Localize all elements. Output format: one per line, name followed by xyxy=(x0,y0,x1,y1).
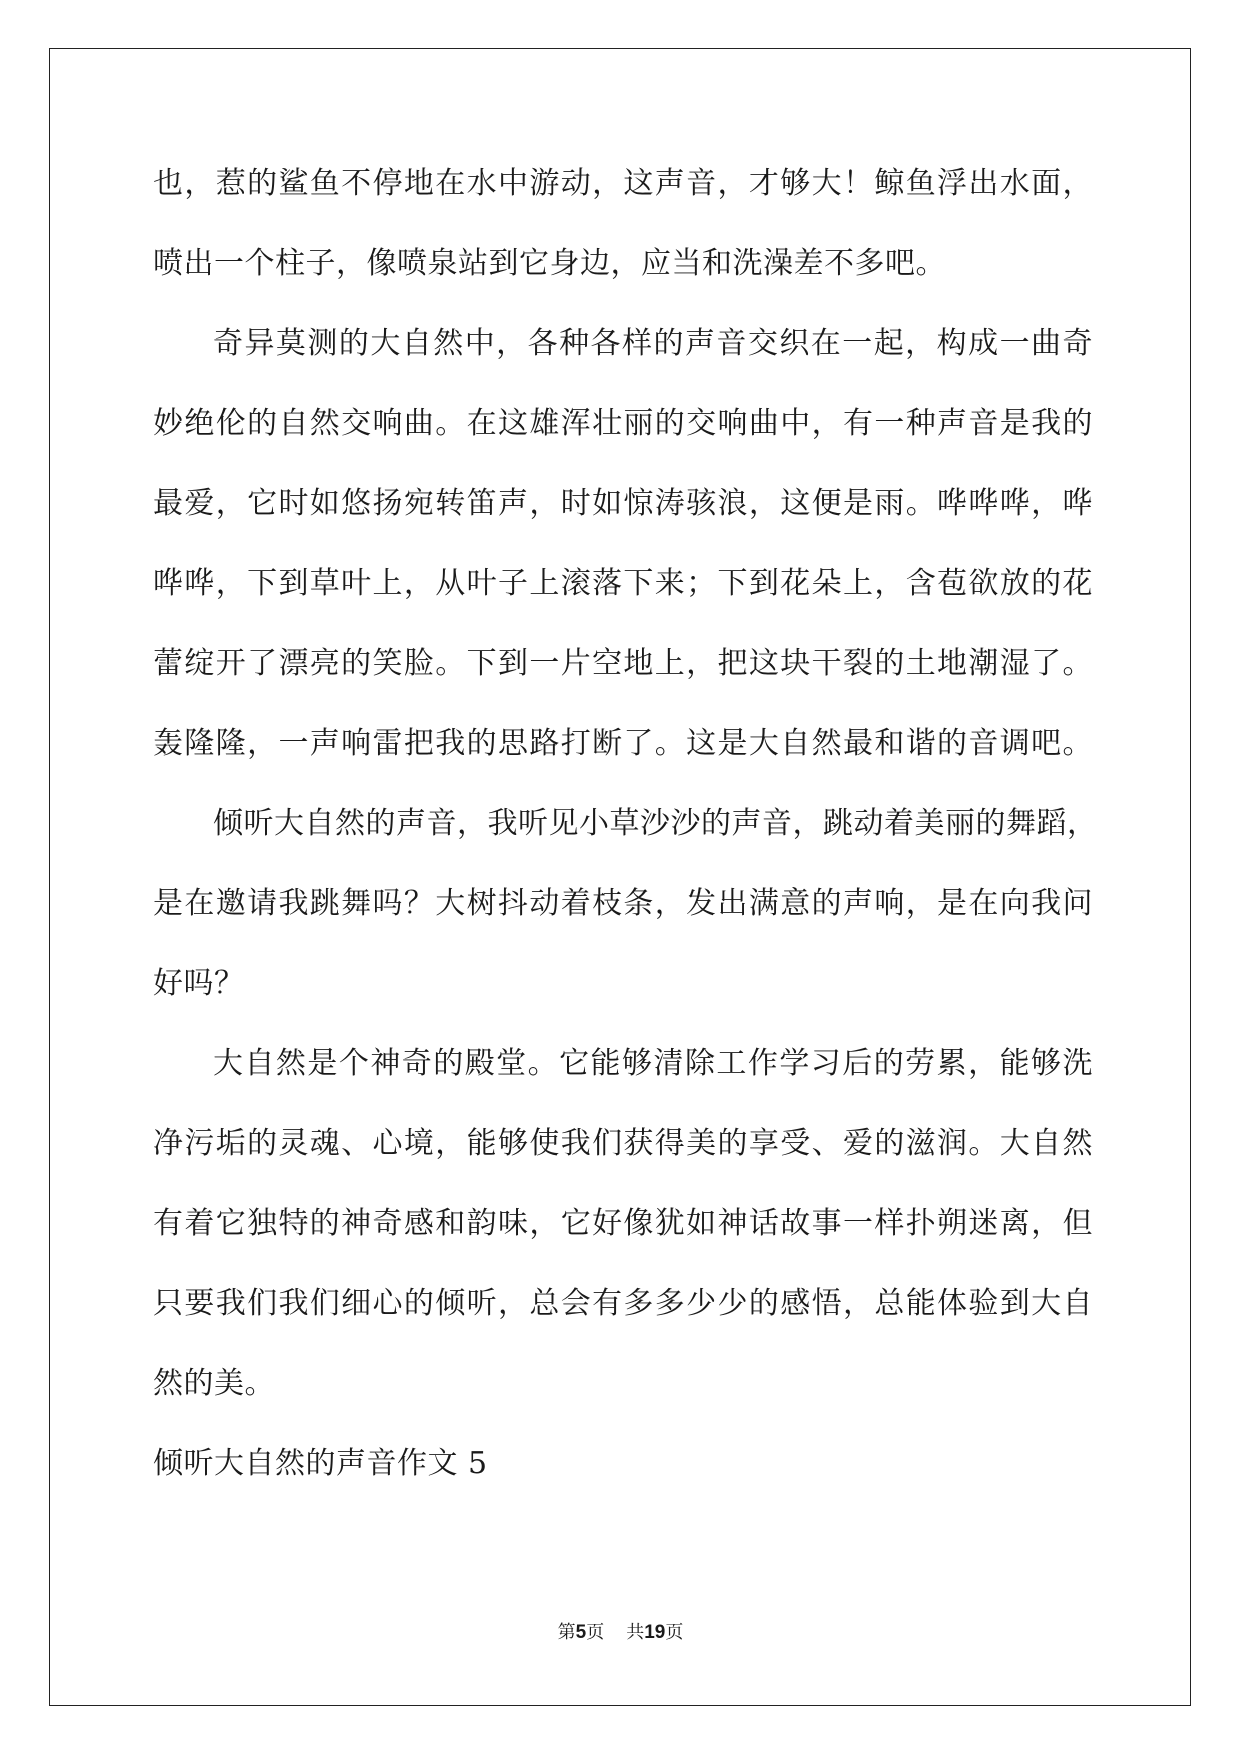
page-suffix: 页 xyxy=(586,1622,605,1643)
text-line: 轰隆隆，一声响雷把我的思路打断了。这是大自然最和谐的音调吧。 xyxy=(153,726,1093,761)
text-line: 哗哗，下到草叶上，从叶子上滚落下来；下到花朵上，含苞欲放的花 xyxy=(153,566,1093,601)
document-body xyxy=(153,164,1098,1524)
text-line: 净污垢的灵魂、心境，能够使我们获得美的享受、爱的滋润。大自然 xyxy=(153,1126,1093,1161)
text-line: 是在邀请我跳舞吗？大树抖动着枝条，发出满意的声响，是在向我问 xyxy=(153,886,1093,921)
text-line: 最爱，它时如悠扬宛转笛声，时如惊涛骇浪，这便是雨。哗哗哗，哗 xyxy=(153,486,1093,521)
total-prefix: 共 xyxy=(626,1622,645,1643)
text-line: 喷出一个柱子，像喷泉站到它身边，应当和洗澡差不多吧。 xyxy=(153,246,946,281)
paragraph-first-line: 奇异莫测的大自然中，各种各样的声音交织在一起，构成一曲奇 xyxy=(213,326,1093,361)
text-line: 蕾绽开了漂亮的笑脸。下到一片空地上，把这块干裂的土地潮湿了。 xyxy=(153,646,1093,681)
paragraph-first-line: 倾听大自然的声音，我听见小草沙沙的声音，跳动着美丽的舞蹈， xyxy=(213,806,1098,841)
section-heading: 倾听大自然的声音作文 5 xyxy=(153,1446,488,1481)
text-line: 好吗？ xyxy=(153,966,245,1001)
total-suffix: 页 xyxy=(665,1622,684,1643)
text-line: 只要我们我们细心的倾听，总会有多多少少的感悟，总能体验到大自 xyxy=(153,1286,1093,1321)
page-number: 5 xyxy=(575,1622,587,1643)
paragraph-first-line: 大自然是个神奇的殿堂。它能够清除工作学习后的劳累，能够洗 xyxy=(213,1046,1093,1081)
text-line: 然的美。 xyxy=(153,1366,275,1401)
total-pages: 19 xyxy=(644,1622,666,1643)
text-line: 妙绝伦的自然交响曲。在这雄浑壮丽的交响曲中，有一种声音是我的 xyxy=(153,406,1093,441)
page-prefix: 第 xyxy=(557,1622,576,1643)
text-line: 有着它独特的神奇感和韵味，它好像犹如神话故事一样扑朔迷离，但 xyxy=(153,1206,1093,1241)
text-line: 也，惹的鲨鱼不停地在水中游动，这声音，才够大！鲸鱼浮出水面， xyxy=(153,166,1093,201)
page-footer xyxy=(0,1621,1241,1645)
